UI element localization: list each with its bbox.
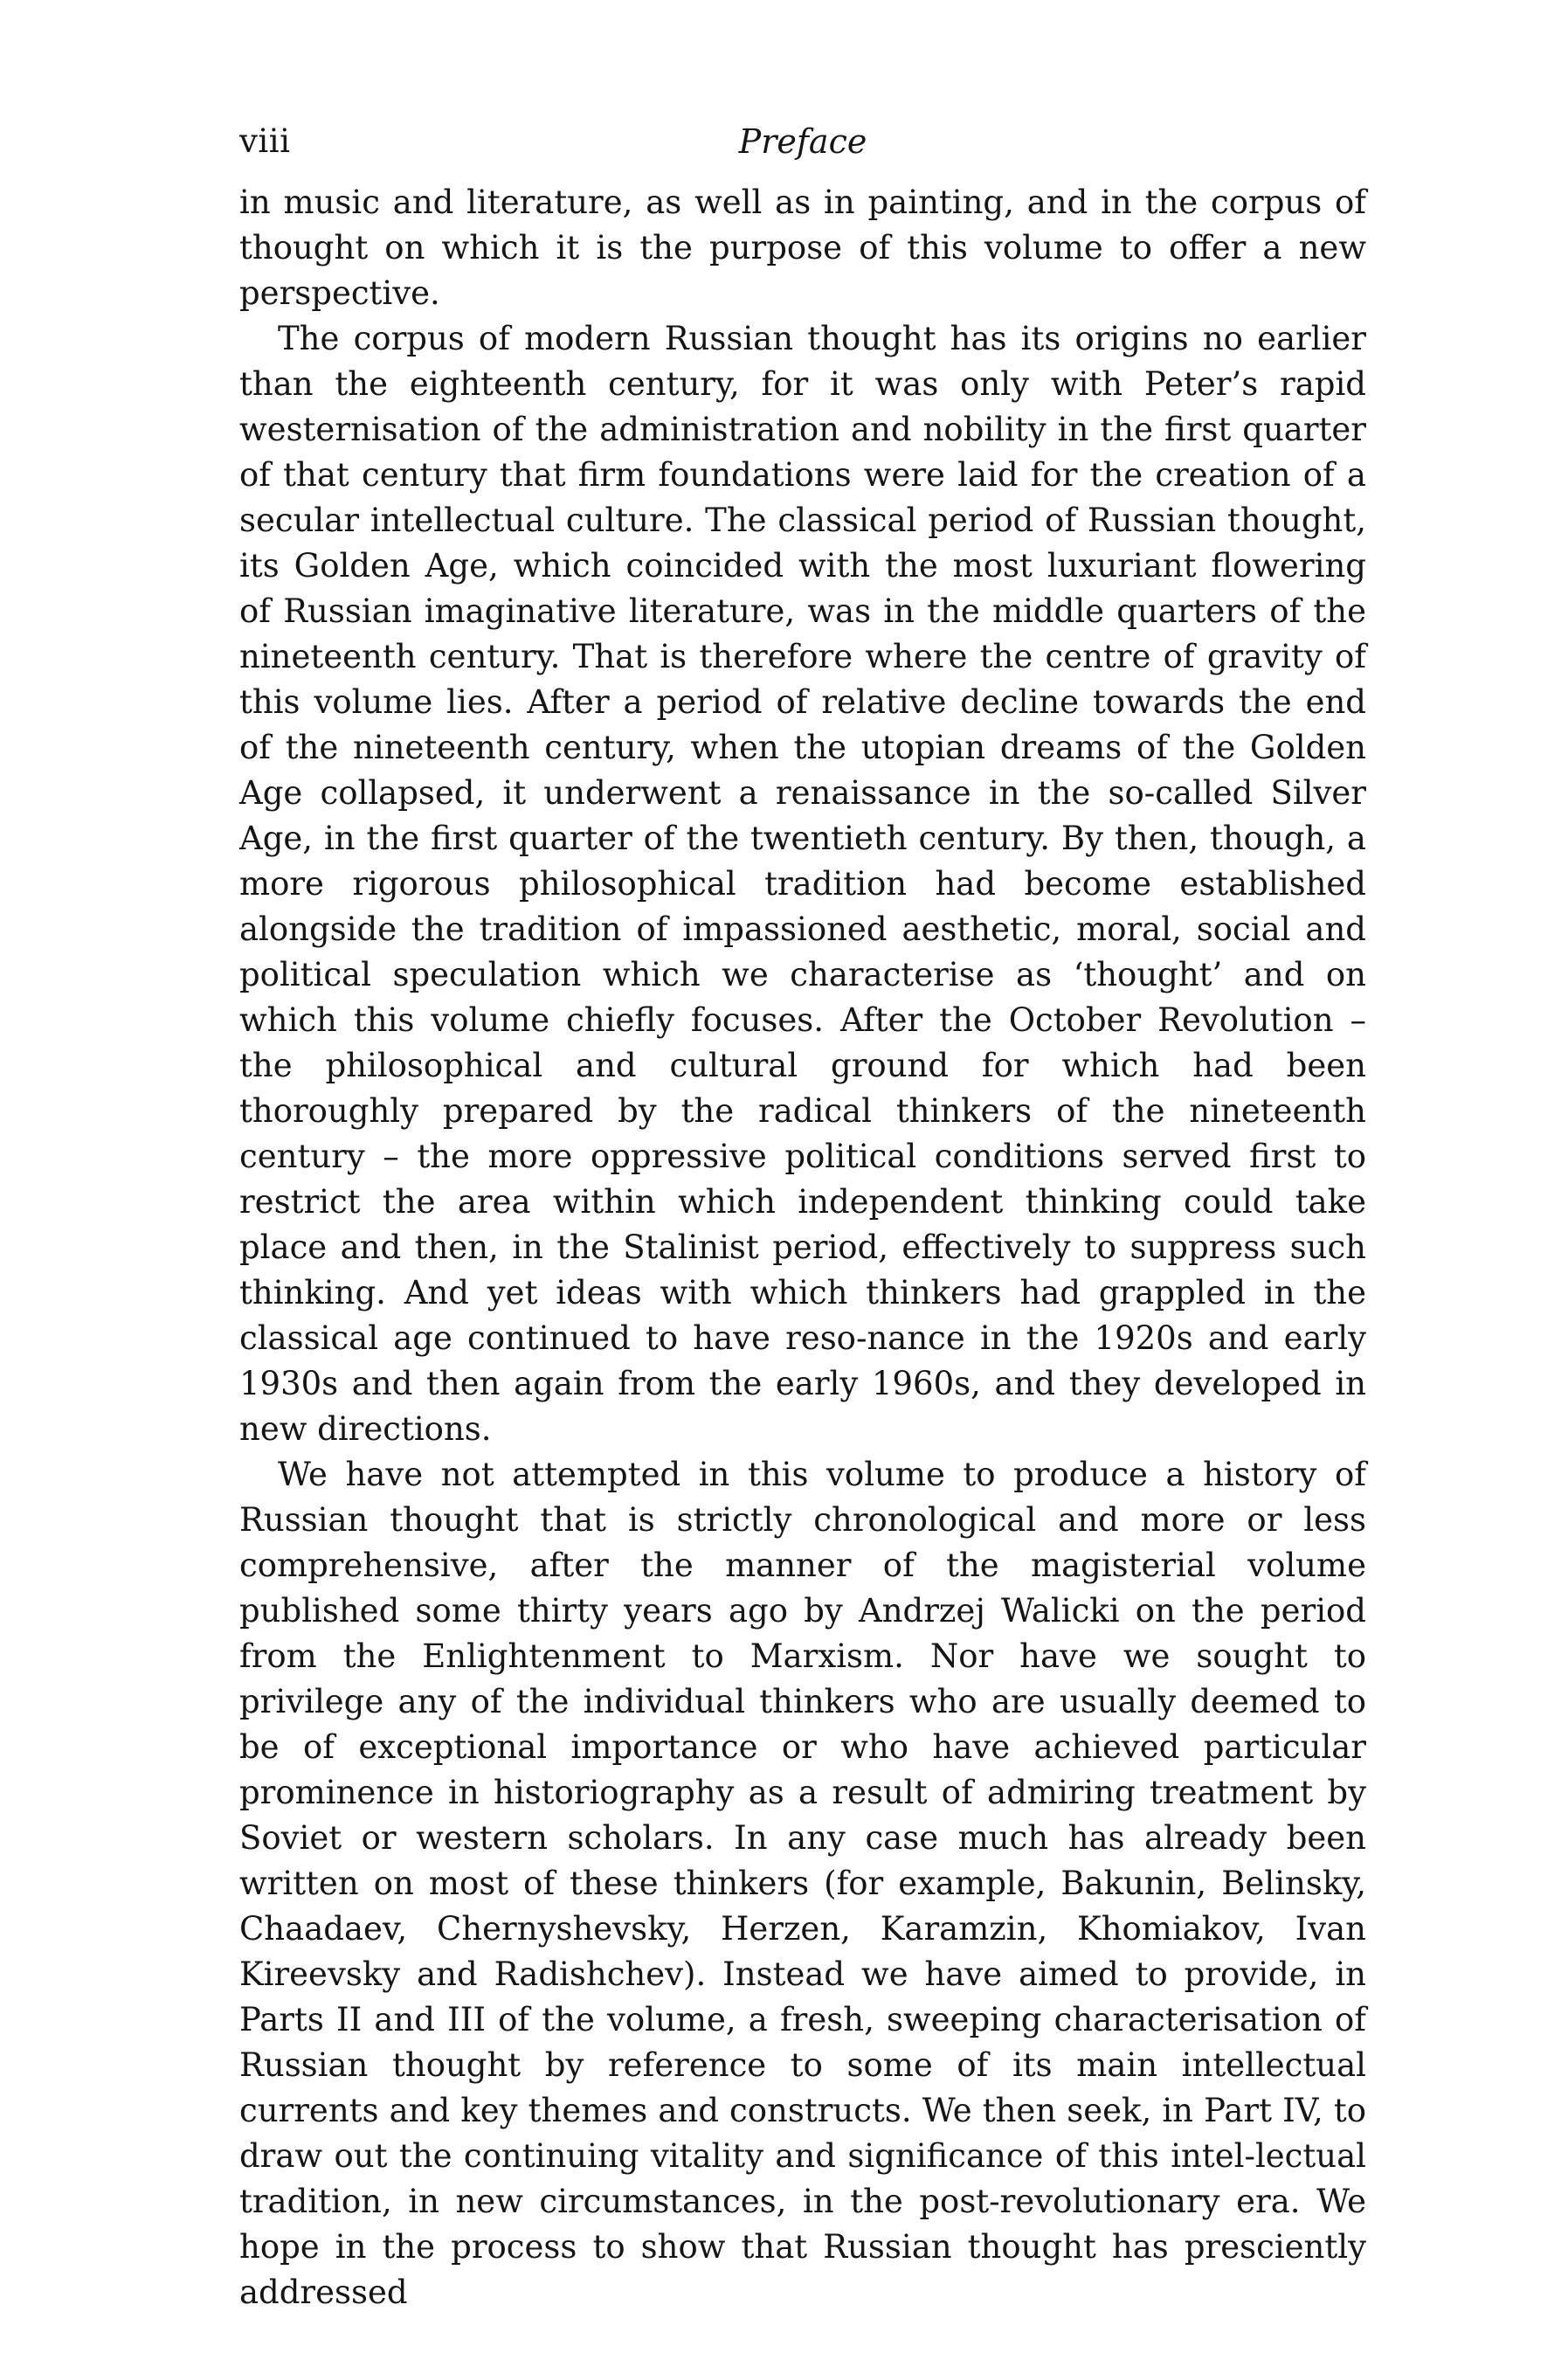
book-page [239,122,1366,2315]
paragraph-continued: in music and literature, as well as in painting, and in the corpus of thought on which it is the purpose of this volume to offer a new perspective. [239,183,1366,312]
paragraph-russian-thought-origins: The corpus of modern Russian thought has its origins no earlier than the eighteenth century, for it was only with Peter’s rapid westernisation of the administration and nobility in the first quarter of that century that firm foundations were laid for the creation of a secular intellectual culture. The classical period of Russian thought, its Golden Age, which coincided with the most luxuriant flowering of Russian imaginative literature, was in the middle quarters of the nineteenth century. That is therefore where the centre of gravity of this volume lies. After a period of relative decline towards the end of the nineteenth century, when the utopian dreams of the Golden Age collapsed, it underwent a renaissance in the so-called Silver Age, in the first quarter of the twentieth century. By then, though, a more rigorous philosophical tradition had become established alongside the tradition of impassioned aesthetic, moral, social and political speculation which we characterise as ‘thought’ and on which this volume chiefly focuses. After the October Revolution – the philosophical and cultural ground for which had been thoroughly prepared by the radical thinkers of the nineteenth century – the more oppressive political conditions served first to restrict the area within which independent thinking could take place and then, in the Stalinist period, effectively to suppress such thinking. And yet ideas with which thinkers had grappled in the classical age continued to have reso-nance in the 1920s and early 1930s and then again from the early 1960s, and they developed in new directions. [239,320,1366,1448]
paragraph-volume-approach: We have not attempted in this volume to produce a history of Russian thought that is strictly chronological and more or less comprehensive, after the manner of the magisterial volume published some thirty years ago by Andrzej Walicki on the period from the Enlightenment to Marxism. Nor have we sought to privilege any of the individual thinkers who are usually deemed to be of exceptional importance or who have achieved particular prominence in historiography as a result of admiring treatment by Soviet or western scholars. In any case much has already been written on most of these thinkers (for example, Bakunin, Belinsky, Chaadaev, Chernyshevsky, Herzen, Karamzin, Khomiakov, Ivan Kireevsky and Radishchev). Instead we have aimed to provide, in Parts II and III of the volume, a fresh, sweeping characterisation of Russian thought by reference to some of its main intellectual currents and key themes and constructs. We then seek, in Part IV, to draw out the continuing vitality and significance of this intel-lectual tradition, in new circumstances, in the post-revolutionary era. We hope in the process to show that Russian thought has presciently addressed [239,1456,1366,2311]
running-head [239,122,1366,168]
page-number: viii [239,122,291,160]
body-text [239,180,1366,2315]
running-title: Preface [738,122,867,161]
